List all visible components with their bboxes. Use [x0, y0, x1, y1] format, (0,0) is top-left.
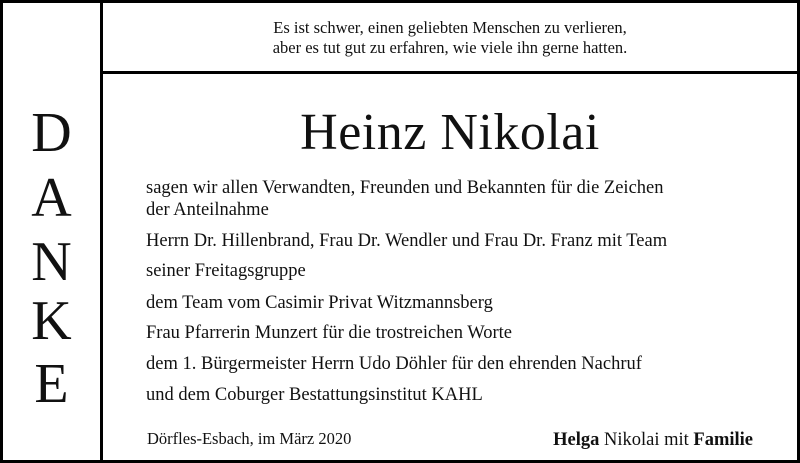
thanks-line-4: seiner Freitagsgruppe: [146, 261, 306, 281]
danke-letter-d: D: [31, 102, 72, 164]
thanks-line-8: und dem Coburger Bestattungsinstitut KAHL: [146, 385, 483, 405]
signature-last: Familie: [693, 430, 753, 450]
danke-letter-n: N: [31, 231, 72, 293]
thanks-line-2: der Anteilnahme: [146, 200, 269, 220]
thanks-line-5: dem Team vom Casimir Privat Witzmannsberg: [146, 293, 493, 313]
signature-middle: Nikolai mit: [599, 430, 694, 450]
thanks-line-6: Frau Pfarrerin Munzert für die trostreichen Worte: [146, 323, 512, 343]
motto-text: [103, 18, 797, 58]
motto-band: [103, 3, 797, 74]
danke-letter-e: E: [34, 353, 69, 415]
thanks-line-3: Herrn Dr. Hillenbrand, Frau Dr. Wendler und Frau Dr. Franz mit Team: [146, 231, 668, 251]
danke-letter-k: K: [31, 290, 72, 352]
signature: [553, 429, 753, 451]
motto-line-2: aber es tut gut zu erfahren, wie viele ihn gerne hatten.: [272, 38, 628, 57]
thanks-line-7: dem 1. Bürgermeister Herrn Udo Döhler für den ehrenden Nachruf: [146, 354, 642, 374]
thanks-line-1: sagen wir allen Verwandten, Freunden und Bekannten für die Zeichen: [146, 178, 664, 198]
deceased-name: Heinz Nikolai: [300, 104, 600, 161]
danke-column: [3, 3, 103, 460]
danke-letter-a: A: [31, 167, 72, 229]
motto-line-1: Es ist schwer, einen geliebten Menschen zu verlieren,: [273, 18, 627, 37]
place-and-date: Dörfles-Esbach, im März 2020: [147, 429, 352, 448]
signature-first: Helga: [553, 430, 600, 450]
